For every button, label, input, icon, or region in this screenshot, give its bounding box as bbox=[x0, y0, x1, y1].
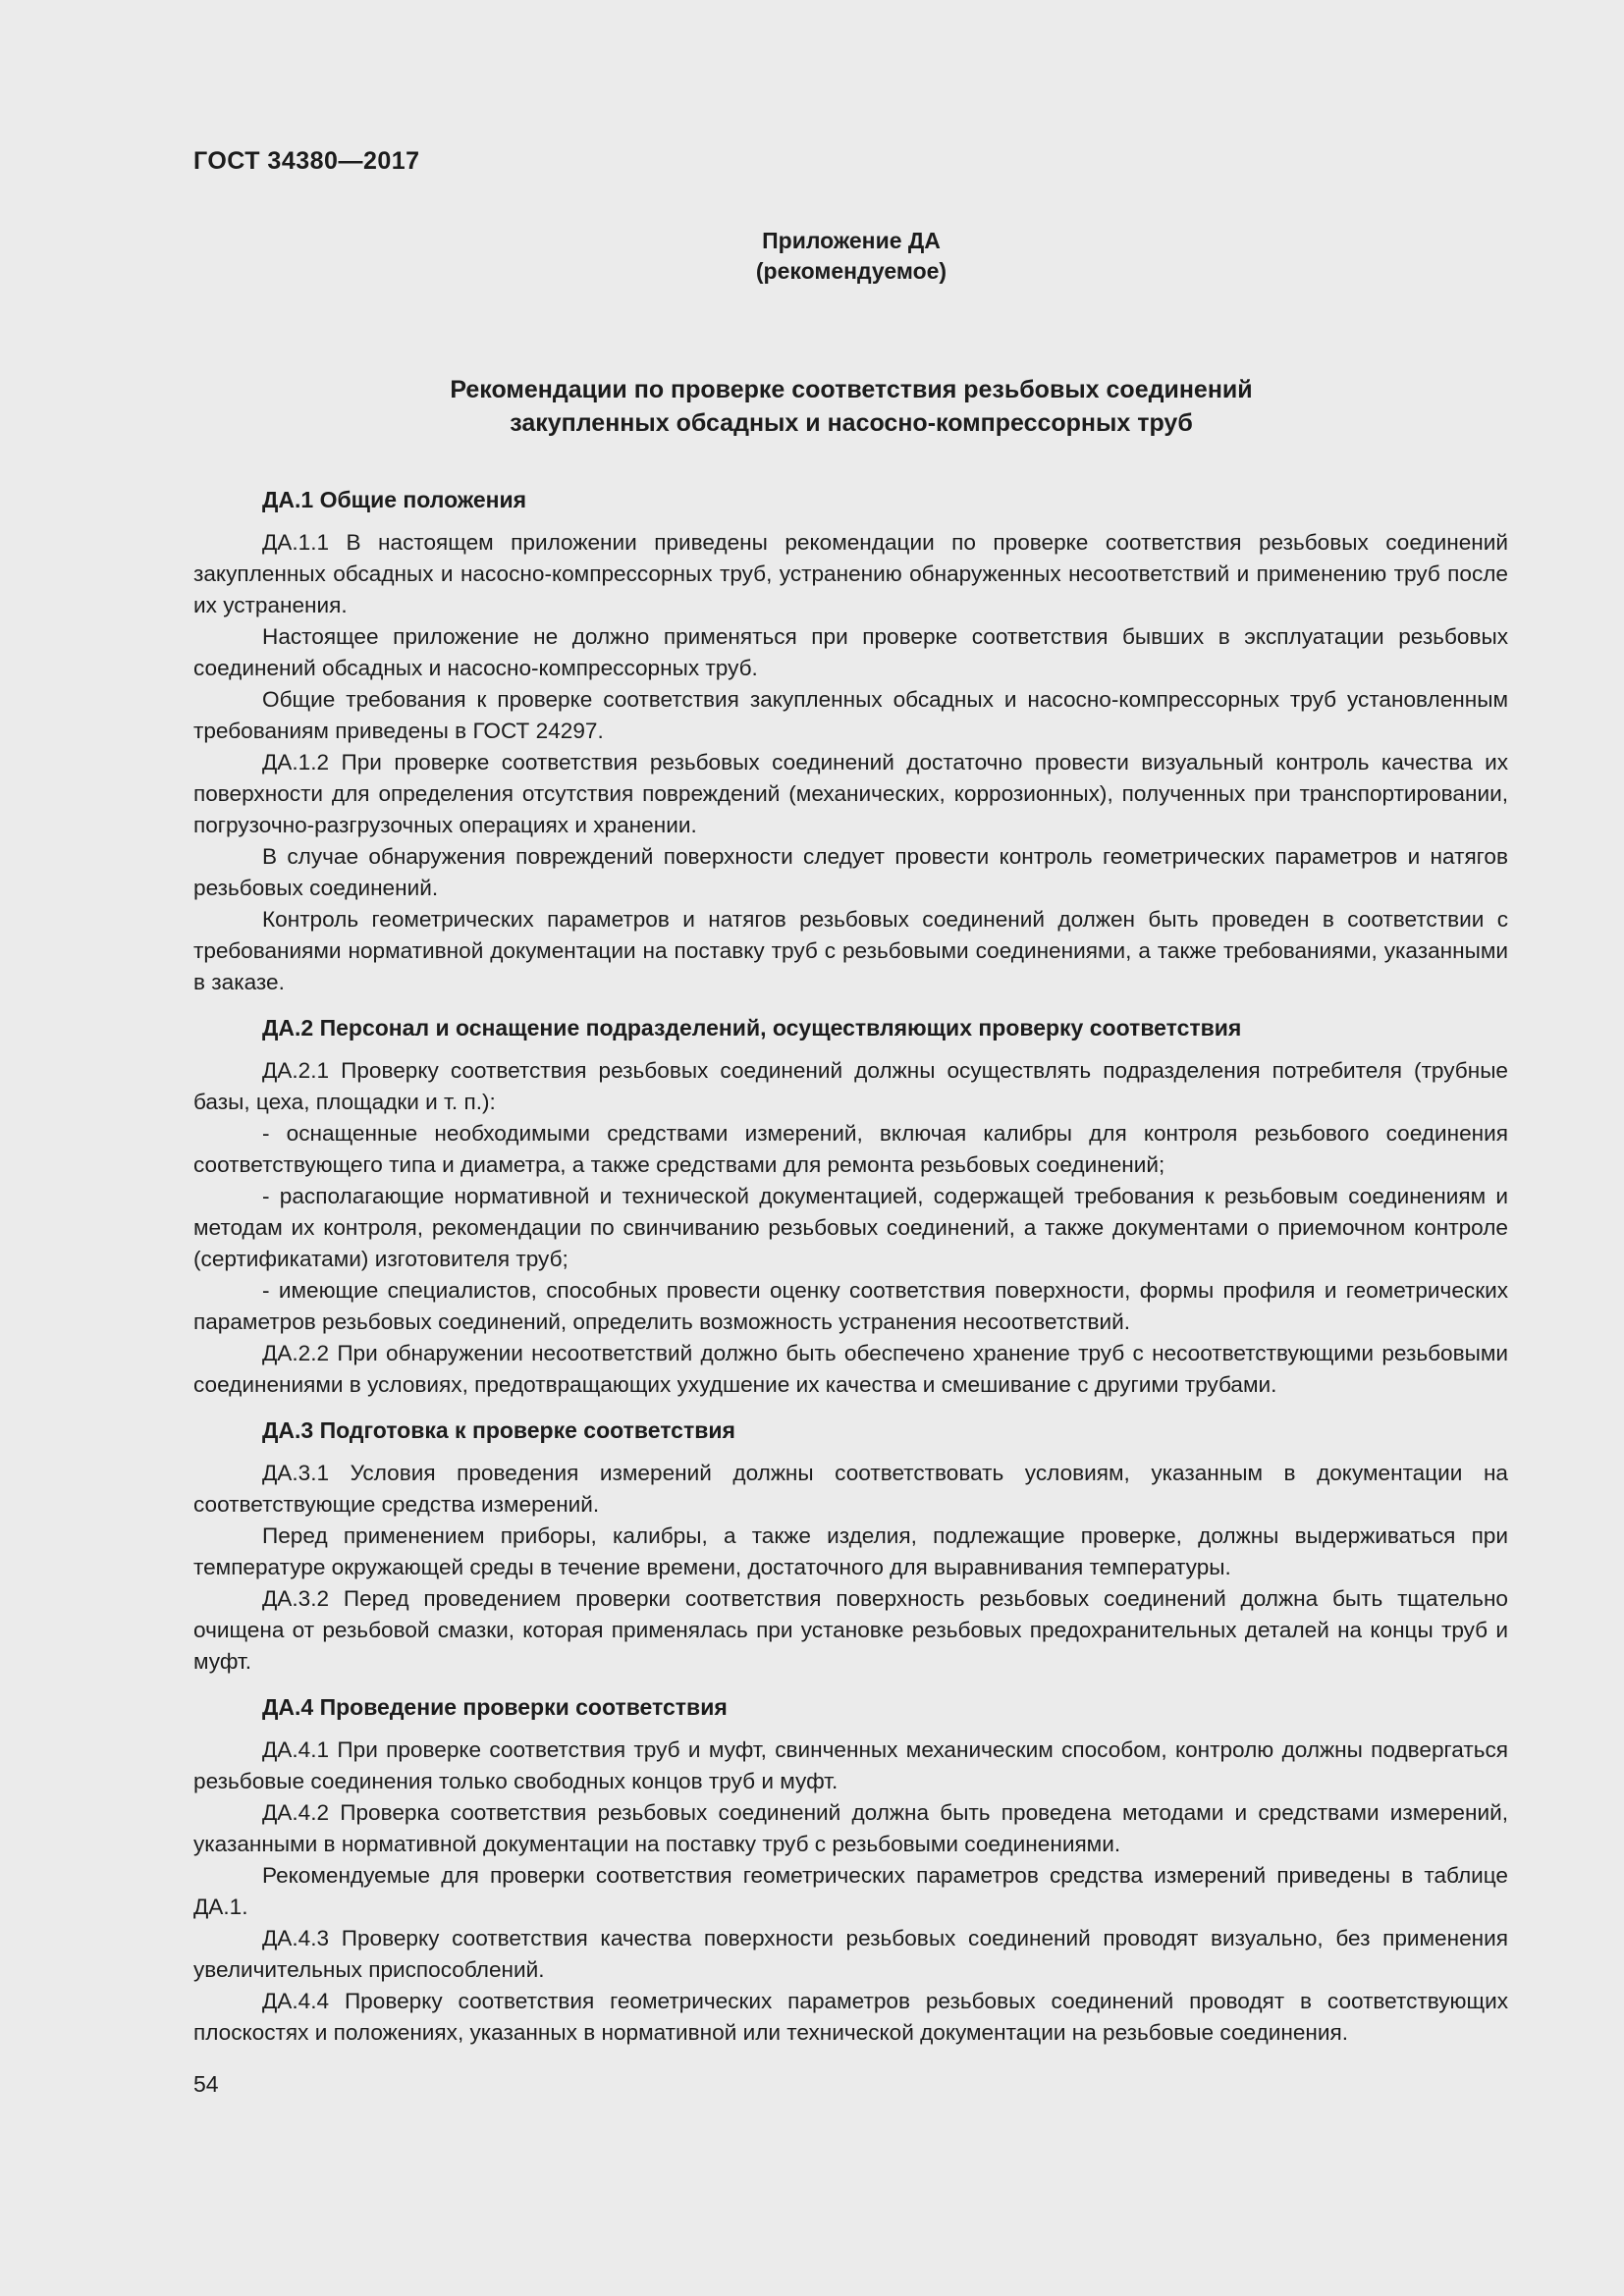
paragraph: ДА.3.2 Перед проведением проверки соответствия поверхность резьбовых соединений должна быть тщательно очищена от резьбовой смазки, которая применялась при установке резьбовых предохранительных деталей на концы труб и муфт. bbox=[193, 1586, 1508, 1674]
annex-status: (рекомендуемое) bbox=[755, 258, 947, 284]
annex-heading bbox=[0, 226, 1624, 287]
paragraph: ДА.4.3 Проверку соответствия качества поверхности резьбовых соединений проводят визуально, без применения увеличительных приспособлений. bbox=[193, 1926, 1508, 1982]
paragraph: ДА.3.1 Условия проведения измерений должны соответствовать условиям, указанным в документации на соответствующие средства измерений. bbox=[193, 1461, 1508, 1517]
paragraph: ДА.4.4 Проверку соответствия геометрических параметров резьбовых соединений проводят в соответствующих плоскостях и положениях, указанных в нормативной или технической документации на резьбовые соединения. bbox=[193, 1989, 1508, 2045]
paragraph: Рекомендуемые для проверки соответствия геометрических параметров средства измерений приведены в таблице ДА.1. bbox=[193, 1863, 1508, 1919]
page-number: 54 bbox=[193, 2071, 219, 2097]
main-title-line-2: закупленных обсадных и насосно-компрессорных труб bbox=[510, 409, 1193, 437]
section-heading: ДА.4 Проведение проверки соответствия bbox=[262, 1694, 728, 1720]
paragraph: ДА.1.1 В настоящем приложении приведены рекомендации по проверке соответствия резьбовых соединений закупленных обсадных и насосно-компрессорных труб, устранению обнаруженных несоответствий и применению труб после их устранения. bbox=[193, 530, 1508, 617]
annex-title: Приложение ДА bbox=[762, 228, 941, 253]
paragraph: ДА.4.1 При проверке соответствия труб и муфт, свинченных механическим способом, контролю должны подвергаться резьбовые соединения только свободных концов труб и муфт. bbox=[193, 1737, 1508, 1793]
section-da-2 bbox=[193, 1012, 1508, 1401]
paragraph: Настоящее приложение не должно применяться при проверке соответствия бывших в эксплуатации резьбовых соединений обсадных и насосно-компрессорных труб. bbox=[193, 624, 1508, 680]
paragraph: ДА.2.2 При обнаружении несоответствий должно быть обеспечено хранение труб с несоответствующими резьбовыми соединениями в условиях, предотвращающих ухудшение их качества и смешивание с другими трубами. bbox=[193, 1341, 1508, 1397]
main-title-line-1: Рекомендации по проверке соответствия резьбовых соединений bbox=[450, 376, 1253, 403]
section-heading: ДА.1 Общие положения bbox=[262, 487, 527, 512]
paragraph: ДА.2.1 Проверку соответствия резьбовых соединений должны осуществлять подразделения потребителя (трубные базы, цеха, площадки и т. п.): bbox=[193, 1058, 1508, 1114]
document-body bbox=[193, 484, 1508, 2049]
section-heading: ДА.2 Персонал и оснащение подразделений, осуществляющих проверку соответствия bbox=[262, 1015, 1242, 1041]
section-da-4 bbox=[193, 1691, 1508, 2049]
list-item: - имеющие специалистов, способных провести оценку соответствия поверхности, формы профиля и геометрических параметров резьбовых соединений, определить возможность устранения несоответствий. bbox=[193, 1278, 1508, 1334]
paragraph: ДА.4.2 Проверка соответствия резьбовых соединений должна быть проведена методами и средствами измерений, указанными в нормативной документации на поставку труб с резьбовыми соединениями. bbox=[193, 1800, 1508, 1856]
section-da-1 bbox=[193, 484, 1508, 998]
list-item: - располагающие нормативной и технической документацией, содержащей требования к резьбовым соединениям и методам их контроля, рекомендации по свинчиванию резьбовых соединений, а также документами о приемочном контроле (сертификатами) изготовителя труб; bbox=[193, 1184, 1508, 1271]
section-heading: ДА.3 Подготовка к проверке соответствия bbox=[262, 1417, 735, 1443]
section-da-3 bbox=[193, 1415, 1508, 1678]
paragraph: ДА.1.2 При проверке соответствия резьбовых соединений достаточно провести визуальный контроль качества их поверхности для определения отсутствия повреждений (механических, коррозионных), полученных при транспортировании, погрузочно-разгрузочных операциях и хранении. bbox=[193, 750, 1508, 837]
paragraph: Контроль геометрических параметров и натягов резьбовых соединений должен быть проведен в соответствии с требованиями нормативной документации на поставку труб с резьбовыми соединениями, а также требованиями, указанными в заказе. bbox=[193, 907, 1508, 994]
list-item: - оснащенные необходимыми средствами измерений, включая калибры для контроля резьбового соединения соответствующего типа и диаметра, а также средствами для ремонта резьбовых соединений; bbox=[193, 1121, 1508, 1177]
annex-main-title bbox=[0, 373, 1624, 440]
paragraph: Перед применением приборы, калибры, а также изделия, подлежащие проверке, должны выдерживаться при температуре окружающей среды в течение времени, достаточного для выравнивания температуры. bbox=[193, 1523, 1508, 1579]
paragraph: Общие требования к проверке соответствия закупленных обсадных и насосно-компрессорных труб установленным требованиям приведены в ГОСТ 24297. bbox=[193, 687, 1508, 743]
document-code: ГОСТ 34380—2017 bbox=[193, 147, 420, 175]
paragraph: В случае обнаружения повреждений поверхности следует провести контроль геометрических параметров и натягов резьбовых соединений. bbox=[193, 844, 1508, 900]
